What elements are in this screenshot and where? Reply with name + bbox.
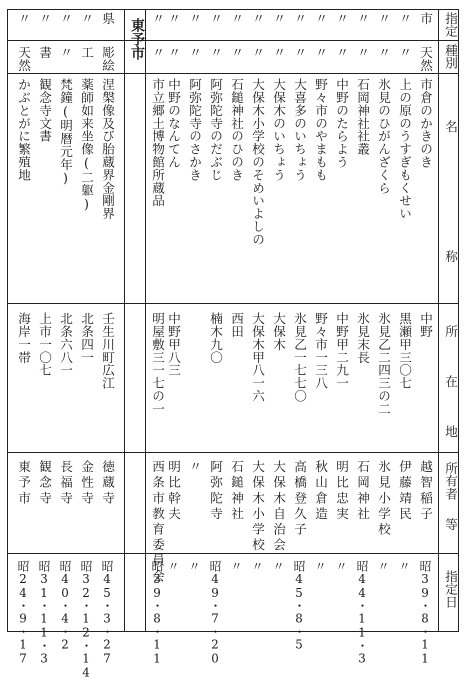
cell-name: 野々市のやまもも [313, 78, 328, 182]
cell-location: 大保木甲八一六 [250, 312, 265, 403]
rule-section-right [145, 9, 146, 632]
cell-owner: 石鎚神社 [229, 460, 244, 523]
header-location-1: 所 [443, 325, 458, 338]
cell-location: 氷見乙一七七〇 [292, 312, 307, 403]
cell-name: 中野のなんてん [166, 78, 181, 169]
cell-date: 〃 [250, 560, 264, 572]
cell-kind: 〃 [58, 46, 73, 59]
cell-name: 薬師如来坐像(二躯) [79, 78, 94, 212]
cell-location: 西田 [229, 312, 244, 338]
cell-kind: 〃 [376, 46, 391, 59]
rule-section-left [124, 9, 125, 632]
cell-type: 市 [418, 12, 433, 25]
rule-below-name [7, 303, 459, 304]
cell-owner: 高橋登久子 [292, 460, 307, 538]
cell-type: 〃 [79, 12, 94, 25]
cell-name: 阿弥陀寺のさかき [187, 78, 202, 182]
cell-owner: 観念寺 [37, 460, 52, 507]
cell-location: 上市一〇七 [37, 312, 52, 377]
cell-location: 明屋敷三一七の一 [150, 312, 165, 416]
cell-owner: 秋山倉造 [313, 460, 328, 523]
cell-name: 氷見のひがんざくら [376, 78, 391, 195]
cell-location: 海岸一帯 [16, 312, 31, 364]
cell-location: 壬生川町広江 [100, 312, 115, 390]
cell-name: 石岡神社社叢 [355, 78, 370, 156]
cell-owner: 徳蔵寺 [100, 460, 115, 507]
cell-date: 〃 [376, 560, 390, 572]
header-owner-2: 等 [443, 518, 458, 531]
cell-name: 梵鐘(明暦元年) [58, 78, 73, 186]
cell-type: 〃 [58, 12, 73, 25]
cell-date: 昭32・12・14 [79, 560, 93, 679]
cell-date: 〃 [313, 560, 327, 572]
cell-date: 〃 [187, 560, 201, 572]
cell-kind: 〃 [250, 46, 265, 59]
header-date: 指定日 [443, 570, 458, 608]
cell-type: 〃 [229, 12, 244, 25]
cell-owner: 大保木小学校 [250, 460, 265, 554]
cell-name: 阿弥陀寺のだぶじ [208, 78, 223, 182]
cell-kind: 〃 [313, 46, 328, 59]
cell-name: 観念寺文書 [37, 78, 52, 143]
cell-owner: 明比幹夫 [166, 460, 181, 523]
cell-location: 野々市一三八 [313, 312, 328, 390]
cell-location: 北条六八一 [58, 312, 73, 377]
cell-kind: 〃 [271, 46, 286, 59]
cell-type: 県 [100, 12, 115, 25]
cell-date: 昭31・11・3 [37, 560, 51, 666]
header-designation: 指定 [443, 12, 458, 38]
cell-date: 昭45・8・5 [292, 560, 306, 652]
cell-type: 〃 [166, 12, 181, 25]
cell-name: 涅槃像及び胎蔵界金剛界 [100, 78, 115, 220]
cell-location: 氷見末長 [355, 312, 370, 364]
cell-location: 北条四一 [79, 312, 94, 364]
section-label: 東予市 [129, 18, 145, 60]
cell-owner: 石岡神社 [355, 460, 370, 523]
cell-date: 〃 [334, 560, 348, 572]
cell-date: 昭39・8・11 [150, 560, 164, 666]
cell-date: 〃 [397, 560, 411, 572]
cell-name: 大喜多のいちょう [292, 78, 307, 182]
cell-name: 石鎚神社のひのき [229, 78, 244, 182]
cell-location: 大保木 [271, 312, 286, 351]
cell-owner: 越智稲子 [418, 460, 433, 523]
cell-owner: 西条市教育委員会 [150, 460, 165, 585]
cell-name: 上の原のうすぎもくせい [397, 78, 412, 220]
cell-type: 〃 [355, 12, 370, 25]
cell-type: 〃 [271, 12, 286, 25]
cell-owner: 阿弥陀寺 [208, 460, 223, 523]
header-owner-1: 所有者 [443, 462, 458, 500]
cell-type: 〃 [208, 12, 223, 25]
cell-kind: 書 [37, 46, 52, 59]
cell-kind: 〃 [229, 46, 244, 59]
rule-below-type [7, 40, 459, 41]
cell-name: 市倉のかきのき [418, 78, 433, 169]
cell-location: 中野甲八三 [166, 312, 181, 377]
cell-owner: 東予市 [16, 460, 31, 507]
cell-kind: 彫絵 [100, 46, 115, 72]
cell-date: 昭49・7・20 [208, 560, 222, 666]
cell-type: 〃 [16, 12, 31, 25]
cell-type: 〃 [397, 12, 412, 25]
cell-type: 〃 [313, 12, 328, 25]
cell-date: 昭39・8・11 [418, 560, 432, 666]
cell-owner: 金性寺 [79, 460, 94, 507]
header-type: 種別 [443, 44, 458, 70]
cell-kind: 〃 [187, 46, 202, 59]
header-name-2: 称 [443, 250, 458, 263]
cell-kind: 〃 [150, 46, 165, 59]
cell-type: 〃 [334, 12, 349, 25]
cell-location: 中野甲二九一 [334, 312, 349, 390]
cell-kind: 天然 [418, 46, 433, 72]
cell-date: 〃 [166, 560, 180, 572]
header-location-2: 在 [443, 375, 458, 388]
header-location-3: 地 [443, 425, 458, 438]
cell-location: 黒瀬甲三〇七 [397, 312, 412, 390]
cell-name: 中野のたらよう [334, 78, 349, 169]
cell-name: 大保木小学校のそめいよしの [250, 78, 265, 246]
cell-kind: 天然 [16, 46, 31, 72]
cell-location: 氷見乙二四三の二 [376, 312, 391, 416]
cell-type: 〃 [37, 12, 52, 25]
cell-type: 〃 [292, 12, 307, 25]
cell-date: 昭24・9・17 [16, 560, 30, 666]
rule-below-owner [7, 553, 459, 554]
cell-name: 市立郷土博物館所蔵品 [150, 78, 165, 207]
cell-name: かぶとがに繁殖地 [16, 78, 31, 182]
cell-date: 昭45・3・27 [100, 560, 114, 666]
cell-name: 大保木のいちょう [271, 78, 286, 182]
cell-type: 〃 [250, 12, 265, 25]
cell-kind: 工 [79, 46, 94, 59]
cell-type: 〃 [376, 12, 391, 25]
cell-kind: 〃 [355, 46, 370, 59]
cell-date: 〃 [271, 560, 285, 572]
cell-owner: 伊藤靖民 [397, 460, 412, 523]
rule-header-column [438, 9, 439, 632]
cell-location: 中野 [418, 312, 433, 338]
cell-kind: 〃 [166, 46, 181, 59]
cell-date: 昭40・4・2 [58, 560, 72, 652]
cell-kind: 〃 [397, 46, 412, 59]
rule-below-location [7, 452, 459, 453]
cell-type: 〃 [187, 12, 202, 25]
cell-kind: 〃 [208, 46, 223, 59]
cell-owner: 大保木自治会 [271, 460, 286, 554]
cell-owner: 氷見小学校 [376, 460, 391, 538]
cell-owner: 長福寺 [58, 460, 73, 507]
cell-kind: 〃 [292, 46, 307, 59]
cell-owner: 明比忠実 [334, 460, 349, 523]
cell-kind: 〃 [334, 46, 349, 59]
cell-date: 〃 [229, 560, 243, 572]
rule-below-kind [7, 73, 459, 74]
cell-location: 楠木九〇 [208, 312, 223, 364]
cell-type: 〃 [150, 12, 165, 25]
header-name-1: 名 [443, 120, 458, 133]
cell-owner: 〃 [187, 460, 202, 476]
cell-date: 昭44・11・3 [355, 560, 369, 666]
